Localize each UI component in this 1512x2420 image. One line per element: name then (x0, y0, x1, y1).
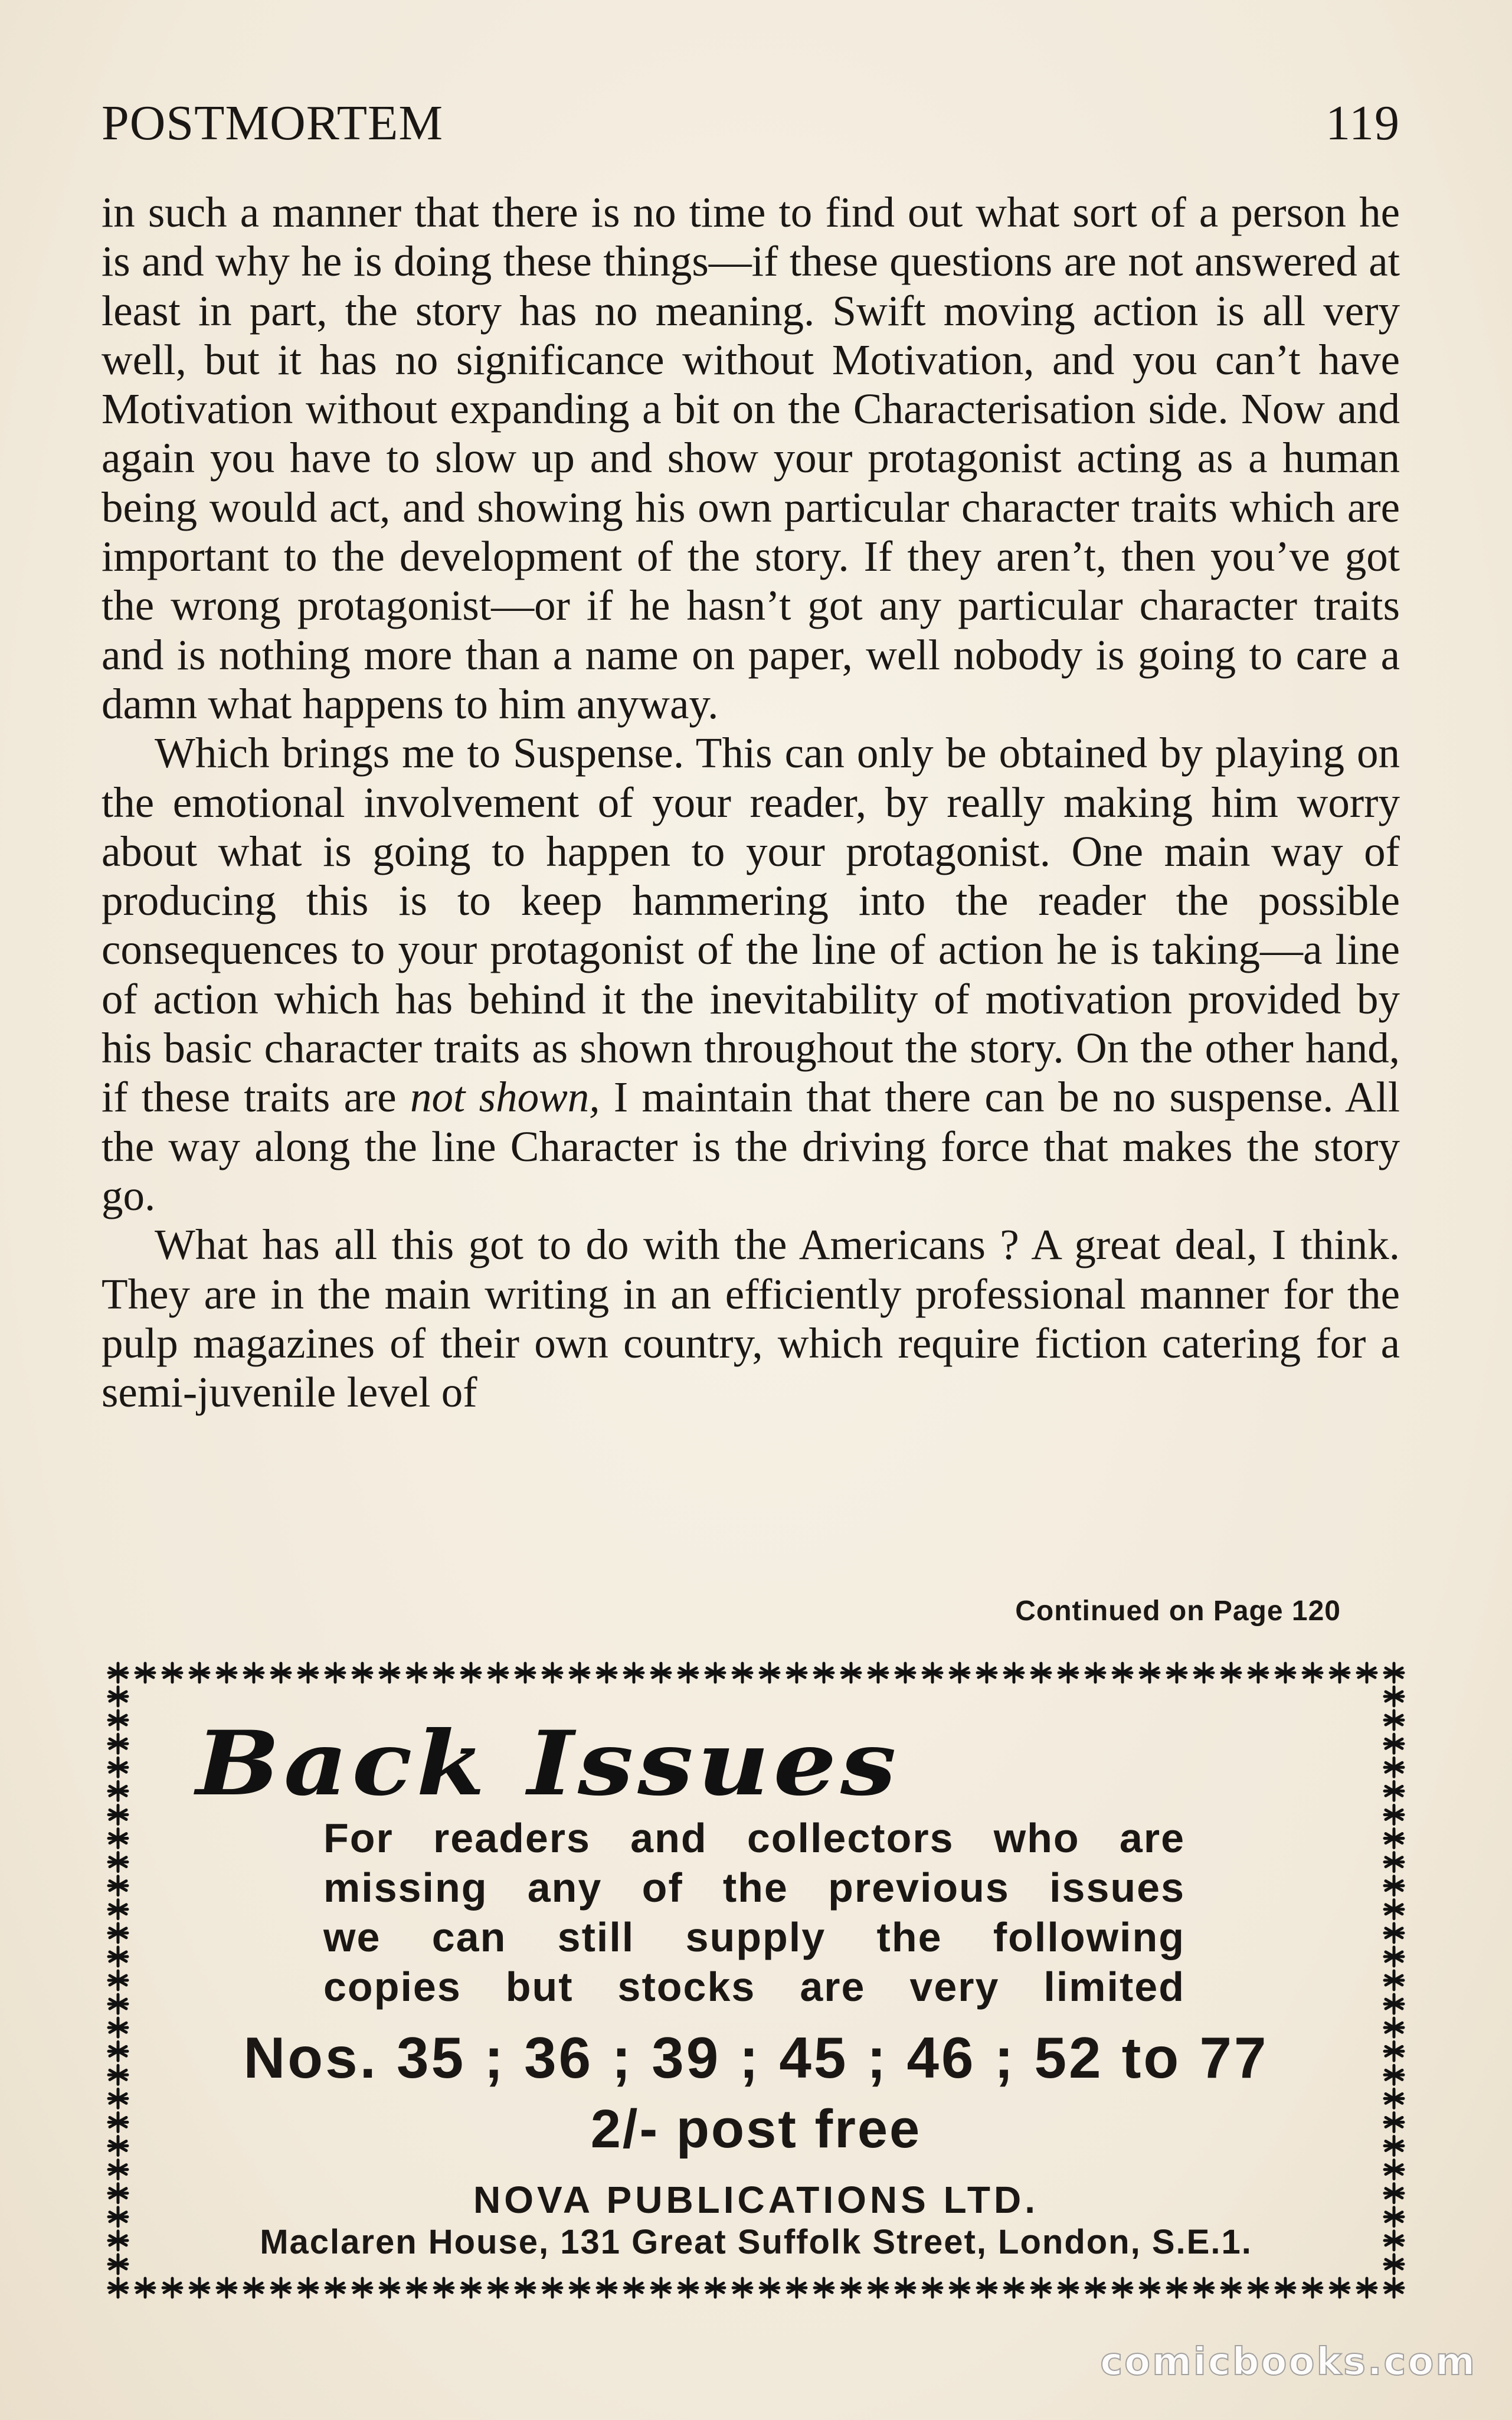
advert-address: Maclaren House, 131 Great Suffolk Street, London, S.E.1. (260, 2223, 1252, 2261)
advert-issue-numbers: Nos. 35 ; 36 ; 39 ; 45 ; 46 ; 52 to 77 (243, 2025, 1269, 2090)
paragraph-2-text-a: Which brings me to Suspense. This can only be obtained by playing on the emotional involvement of your reader, by really making him worry about what is going to happen to your protagonist. One main way of producing this is to keep hammering into the reader the possible consequences to your protagonist of the line of action he is taking—a line of action which has behind it the inevitability of motivation provided by his basic character traits as shown throughout the story. On the other hand, if these traits are (102, 729, 1400, 1121)
back-issues-advert (104, 1659, 1408, 2302)
advert-line: For readers and collectors who are (323, 1815, 1185, 1861)
paragraph-2-emphasis: not shown, (410, 1073, 600, 1121)
advert-heading: Back Issues (196, 1712, 901, 1816)
advert-price: 2/- post free (590, 2099, 922, 2159)
advert-line: we can still supply the following (323, 1914, 1185, 1960)
advert-publisher: NOVA PUBLICATIONS LTD. (473, 2179, 1039, 2221)
running-head (102, 94, 1400, 159)
site-watermark: comicbooks.com (1100, 2340, 1477, 2384)
continued-note: Continued on Page 120 (1015, 1595, 1341, 1627)
paragraph-2 (102, 728, 1400, 1220)
paragraph-2-text-b: I maintain that there can be no suspense. All the way along the line Character is the driving force that makes the story go. (102, 1073, 1400, 1219)
advert-line: missing any of the previous issues (323, 1865, 1185, 1911)
advert-description (323, 1813, 1185, 2012)
paragraph-1: in such a manner that there is no time to find out what sort of a person he is and why he is doing these things—if these questions are not answered at least in part, the story has no meaning. Swift moving action is all very well, but it has no significance without Motivation, and you can’t have Motivation without expanding a bit on the Characterisation side. Now and again you have to slow up and show your protagonist acting as a human being would act, and showing his own particular character traits which are important to the development of the story. If they aren’t, then you’ve got the wrong protagonist—or if he hasn’t got any particular character traits and is nothing more than a name on paper, well nobody is going to care a damn what happens to him anyway. (102, 188, 1400, 728)
article-body (102, 188, 1400, 1417)
advert-line: copies but stocks are very limited (323, 1964, 1185, 2010)
paragraph-3: What has all this got to do with the Americans ? A great deal, I think. They are in the main writing in an efficiently professional manner for the pulp magazines of their own country, which require fiction catering for a semi-juvenile level of (102, 1221, 1400, 1417)
running-title: POSTMORTEM (102, 96, 444, 151)
page-number: 119 (1326, 96, 1400, 151)
